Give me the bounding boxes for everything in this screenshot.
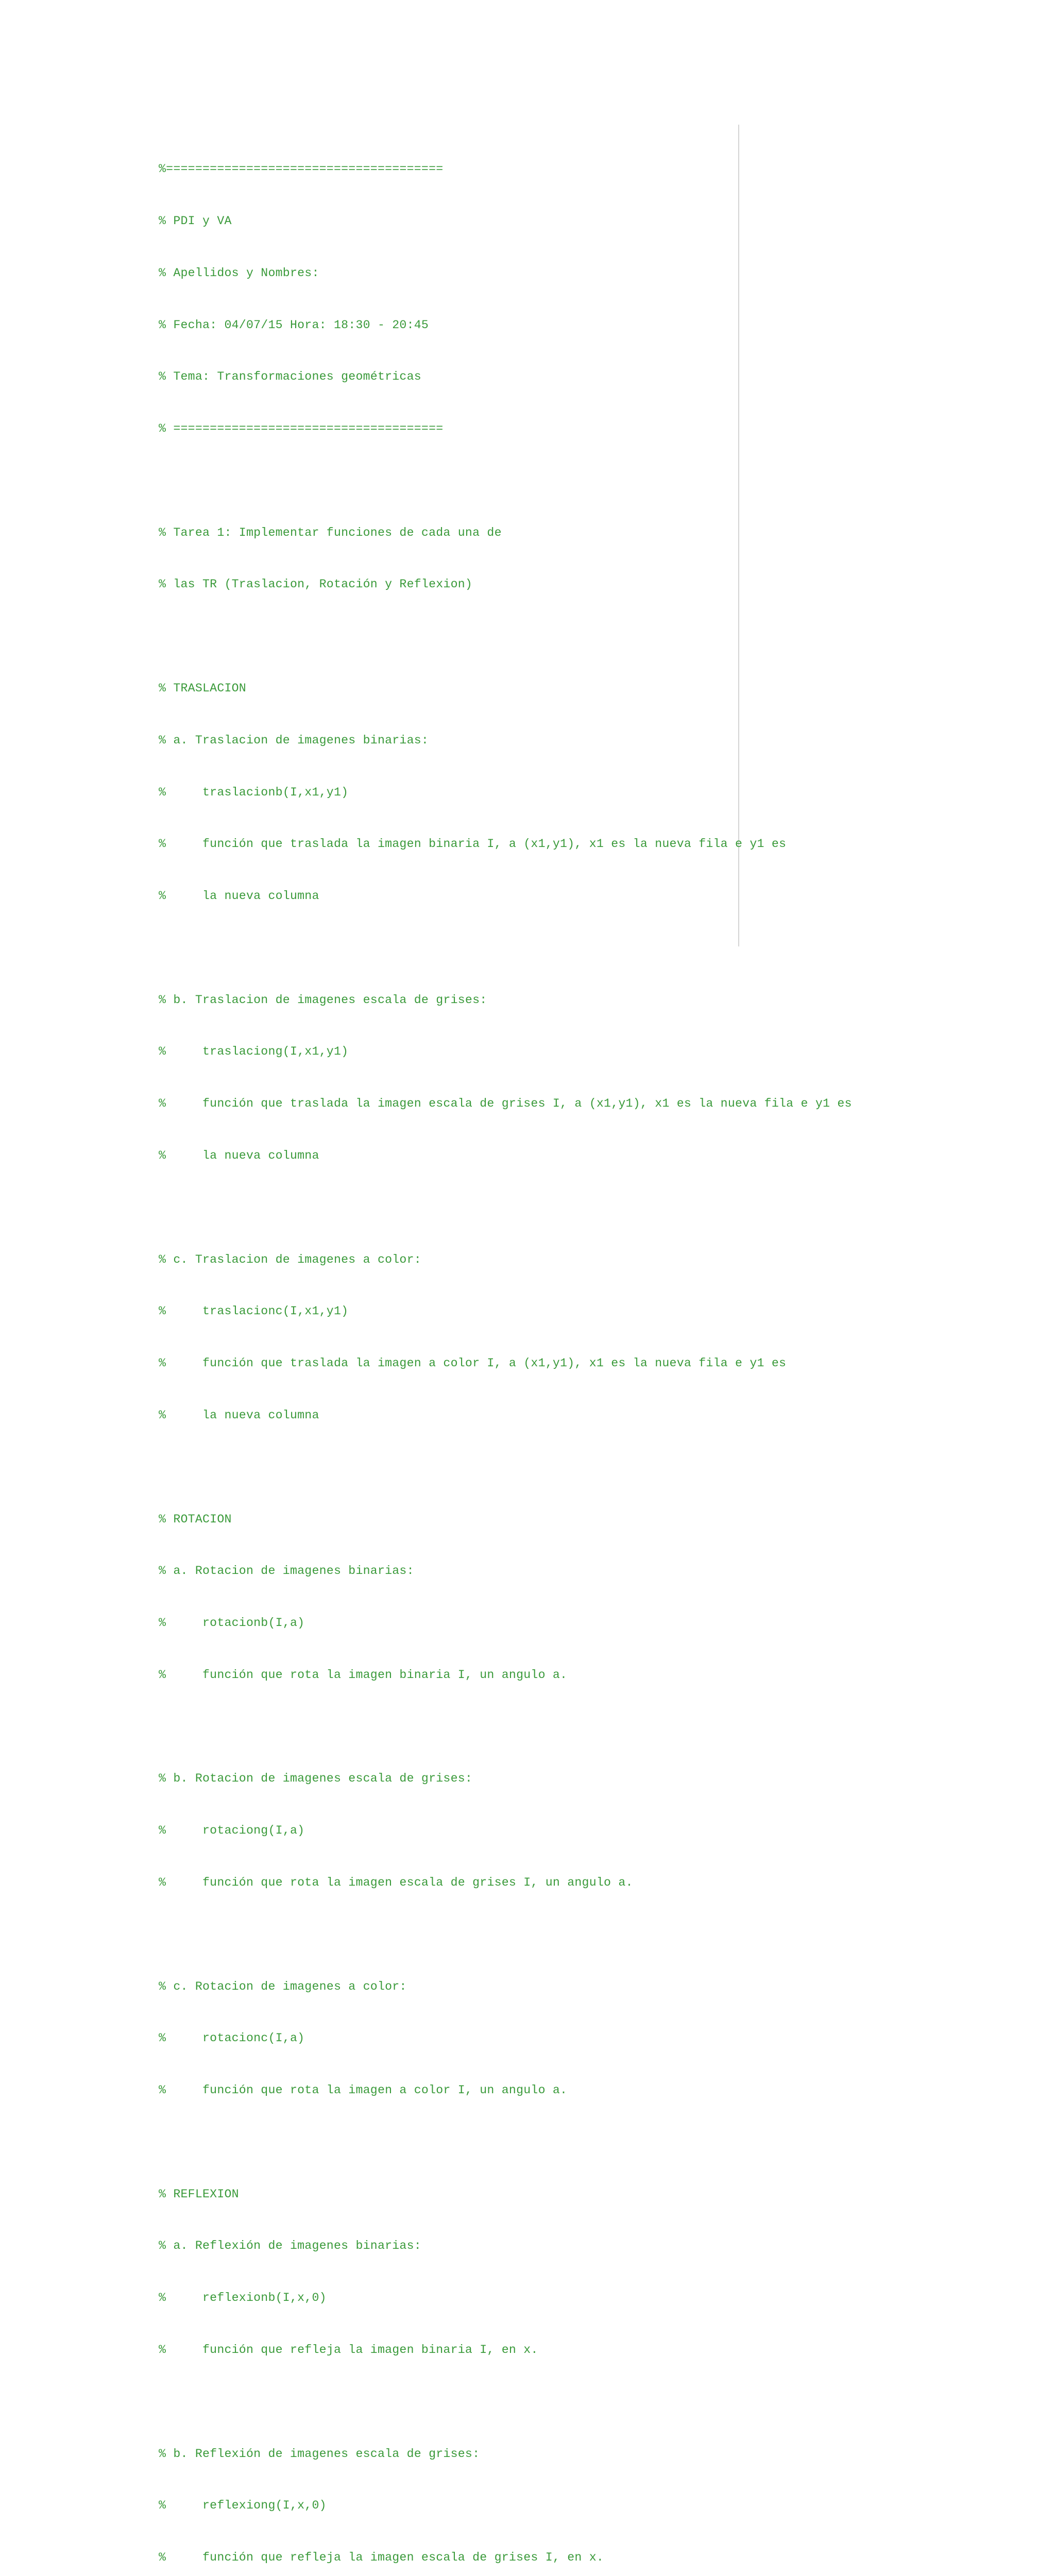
code-line-names: % Apellidos y Nombres: <box>159 266 319 280</box>
code-line-traslacion-b-desc-cont: % la nueva columna <box>159 1149 319 1163</box>
code-line-section-rotacion: % ROTACION <box>159 1512 232 1526</box>
code-line-task-subtitle: % las TR (Traslacion, Rotación y Reflexion) <box>159 578 473 591</box>
code-line-task-title: % Tarea 1: Implementar funciones de cada una de <box>159 526 502 539</box>
code-line-blank <box>159 472 1055 490</box>
code-line-reflexion-a-desc: % función que refleja la imagen binaria I, en x. <box>159 2343 538 2357</box>
code-line-rotacion-a-title: % a. Rotacion de imagenes binarias: <box>159 1564 414 1578</box>
code-line-blank <box>159 1459 1055 1477</box>
code-line-traslacion-a-desc-cont: % la nueva columna <box>159 889 319 903</box>
code-line-blank <box>159 2394 1055 2411</box>
code-line-reflexion-b-signature: % reflexiong(I,x,0) <box>159 2499 327 2513</box>
code-line-rotacion-b-desc: % función que rota la imagen escala de grises I, un angulo a. <box>159 1875 633 1889</box>
code-line-section-traslacion: % TRASLACION <box>159 682 246 695</box>
code-line-blank <box>159 940 1055 957</box>
code-line-blank <box>159 2134 1055 2151</box>
code-line-date: % Fecha: 04/07/15 Hora: 18:30 - 20:45 <box>159 318 429 332</box>
code-line-traslacion-b-desc: % función que traslada la imagen escala de grises I, a (x1,y1), x1 es la nueva fila e y1 es <box>159 1097 852 1111</box>
code-line-traslacion-c-signature: % traslacionc(I,x1,y1) <box>159 1304 349 1318</box>
code-line-blank <box>159 1199 1055 1217</box>
code-line-blank <box>159 628 1055 646</box>
code-comment-block <box>159 126 1055 2576</box>
code-line-traslacion-c-desc-cont: % la nueva columna <box>159 1408 319 1422</box>
code-line-topic: % Tema: Transformaciones geométricas <box>159 370 421 384</box>
code-line-blank <box>159 1926 1055 1944</box>
code-line-header-rule-top: %====================================== <box>159 162 444 176</box>
code-line-traslacion-b-title: % b. Traslacion de imagenes escala de grises: <box>159 993 487 1007</box>
code-line-traslacion-a-signature: % traslacionb(I,x1,y1) <box>159 785 349 799</box>
code-line-course: % PDI y VA <box>159 214 232 228</box>
code-line-traslacion-a-desc: % función que traslada la imagen binaria I, a (x1,y1), x1 es la nueva fila e y1 es <box>159 837 787 851</box>
code-line-rotacion-a-signature: % rotacionb(I,a) <box>159 1616 305 1630</box>
code-line-traslacion-c-title: % c. Traslacion de imagenes a color: <box>159 1252 421 1266</box>
code-line-rotacion-c-title: % c. Rotacion de imagenes a color: <box>159 1979 407 1993</box>
code-line-reflexion-a-title: % a. Reflexión de imagenes binarias: <box>159 2239 421 2253</box>
code-line-traslacion-a-title: % a. Traslacion de imagenes binarias: <box>159 733 429 747</box>
code-line-rotacion-c-signature: % rotacionc(I,a) <box>159 2031 305 2045</box>
code-line-rotacion-a-desc: % función que rota la imagen binaria I, un angulo a. <box>159 1668 568 1682</box>
code-line-reflexion-b-title: % b. Reflexión de imagenes escala de grises: <box>159 2447 480 2461</box>
code-line-traslacion-c-desc: % función que traslada la imagen a color I, a (x1,y1), x1 es la nueva fila e y1 es <box>159 1357 787 1370</box>
code-line-header-rule-bottom: % ===================================== <box>159 422 444 436</box>
code-line-reflexion-b-desc: % función que refleja la imagen escala de grises I, en x. <box>159 2551 604 2565</box>
code-line-blank <box>159 1719 1055 1736</box>
code-line-rotacion-b-title: % b. Rotacion de imagenes escala de grises: <box>159 1772 473 1786</box>
code-line-rotacion-c-desc: % función que rota la imagen a color I, un angulo a. <box>159 2083 568 2097</box>
code-line-rotacion-b-signature: % rotaciong(I,a) <box>159 1824 305 1838</box>
code-line-traslacion-b-signature: % traslaciong(I,x1,y1) <box>159 1045 349 1059</box>
code-line-reflexion-a-signature: % reflexionb(I,x,0) <box>159 2291 327 2305</box>
code-line-section-reflexion: % REFLEXION <box>159 2187 239 2201</box>
